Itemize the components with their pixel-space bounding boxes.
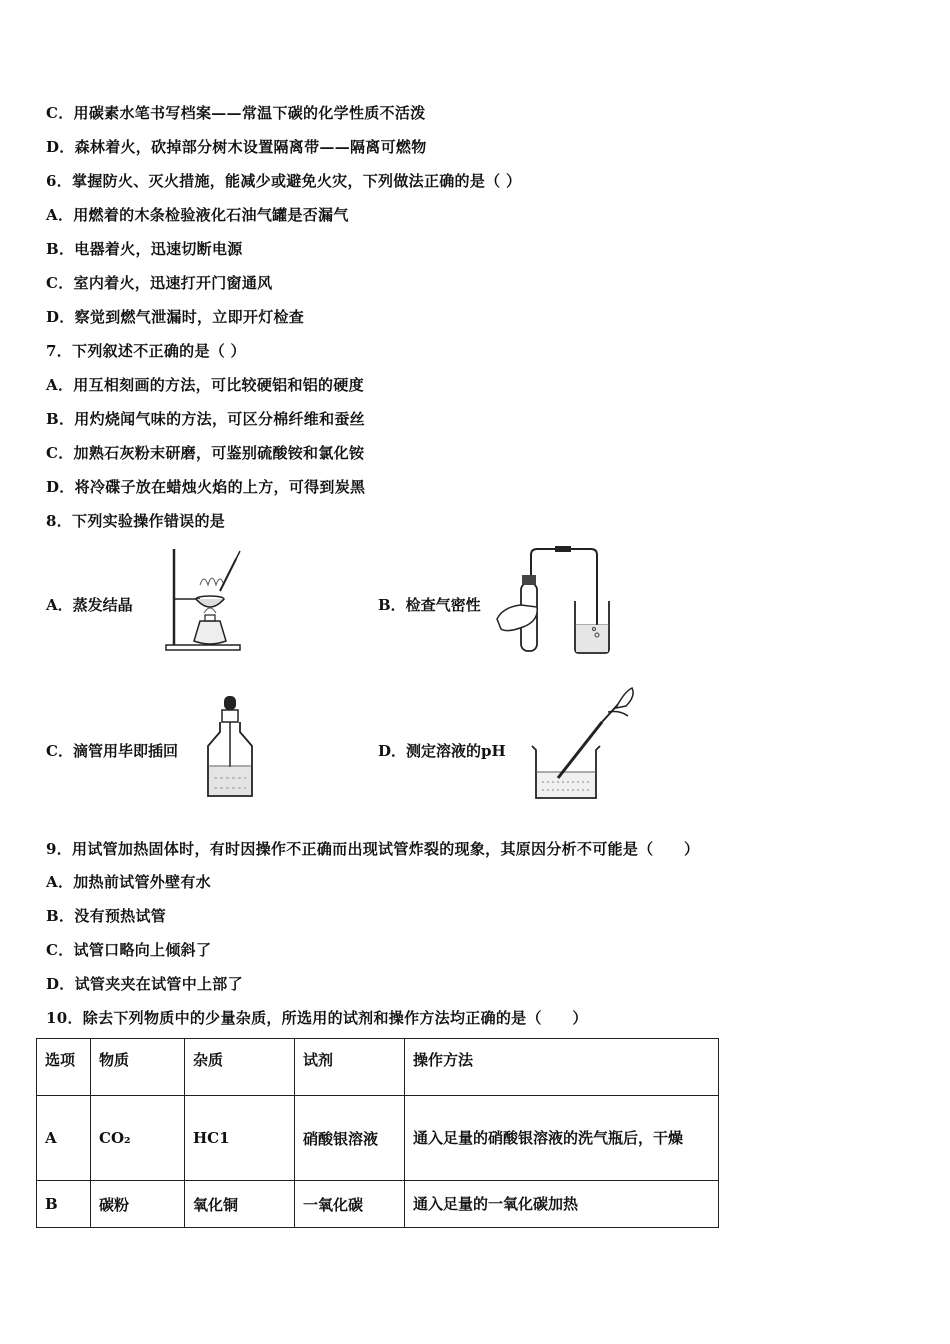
q9-option-c: C．试管口略向上倾斜了 [46, 941, 212, 959]
row-a-impurity: HC1 [185, 1096, 295, 1181]
airtightness-check-figure [493, 545, 613, 657]
q8-option-a: A．蒸发结晶 [46, 596, 133, 614]
q6-option-d: D．察觉到燃气泄漏时，立即开灯检查 [46, 308, 305, 326]
q6-option-c: C．室内着火，迅速打开门窗通风 [46, 274, 273, 292]
q8-option-d: D．测定溶液的pH [378, 742, 506, 760]
q8-stem: 8．下列实验操作错误的是 [46, 512, 226, 530]
q6-option-a: A．用燃着的木条检验液化石油气罐是否漏气 [46, 206, 349, 224]
header-method: 操作方法 [405, 1039, 719, 1096]
q5-option-c: C．用碳素水笔书写档案——常温下碳的化学性质不活泼 [46, 104, 426, 122]
q9-option-a: A．加热前试管外壁有水 [46, 873, 211, 891]
row-a-method: 通入足量的硝酸银溶液的洗气瓶后，干燥 [405, 1096, 719, 1181]
table-row [37, 1181, 719, 1228]
q7-option-c: C．加熟石灰粉末研磨，可鉴别硫酸铵和氯化铵 [46, 444, 365, 462]
q5-option-d: D．森林着火，砍掉部分树木设置隔离带——隔离可燃物 [46, 138, 427, 156]
row-a-substance: CO₂ [91, 1096, 185, 1181]
q7-stem: 7．下列叙述不正确的是（ ） [46, 342, 246, 360]
row-b-reagent: 一氧化碳 [295, 1181, 405, 1228]
evaporation-apparatus-figure [160, 545, 245, 653]
q6-stem: 6．掌握防火、灭火措施，能减少或避免火灾，下列做法正确的是（ ） [46, 172, 522, 190]
q6-option-b: B．电器着火，迅速切断电源 [46, 240, 243, 258]
q8-option-b: B．检查气密性 [378, 596, 481, 614]
q7-option-b: B．用灼烧闻气味的方法，可区分棉纤维和蚕丝 [46, 410, 365, 428]
q9-option-b: B．没有预热试管 [46, 907, 167, 925]
table-header-row [37, 1039, 719, 1096]
header-reagent: 试剂 [295, 1039, 405, 1096]
q8-option-c: C．滴管用毕即插回 [46, 742, 178, 760]
header-impurity: 杂质 [185, 1039, 295, 1096]
row-b-option: B [37, 1181, 91, 1228]
row-b-substance: 碳粉 [91, 1181, 185, 1228]
row-b-method: 通入足量的一氧化碳加热 [405, 1181, 719, 1228]
row-b-impurity: 氧化铜 [185, 1181, 295, 1228]
table-row [37, 1096, 719, 1181]
q7-option-a: A．用互相刻画的方法，可比较硬铝和铝的硬度 [46, 376, 364, 394]
header-substance: 物质 [91, 1039, 185, 1096]
impurity-removal-table [36, 1038, 719, 1228]
q9-stem: 9．用试管加热固体时，有时因操作不正确而出现试管炸裂的现象，其原因分析不可能是（ ） [46, 840, 700, 858]
header-option: 选项 [37, 1039, 91, 1096]
row-a-reagent: 硝酸银溶液 [295, 1096, 405, 1181]
q7-option-d: D．将冷碟子放在蜡烛火焰的上方，可得到炭黑 [46, 478, 366, 496]
row-a-option: A [37, 1096, 91, 1181]
q9-option-d: D．试管夹夹在试管中上部了 [46, 975, 243, 993]
dropper-bottle-figure [202, 690, 258, 802]
q10-stem: 10．除去下列物质中的少量杂质，所选用的试剂和操作方法均正确的是（ ） [46, 1009, 588, 1027]
ph-measurement-figure [528, 686, 638, 802]
